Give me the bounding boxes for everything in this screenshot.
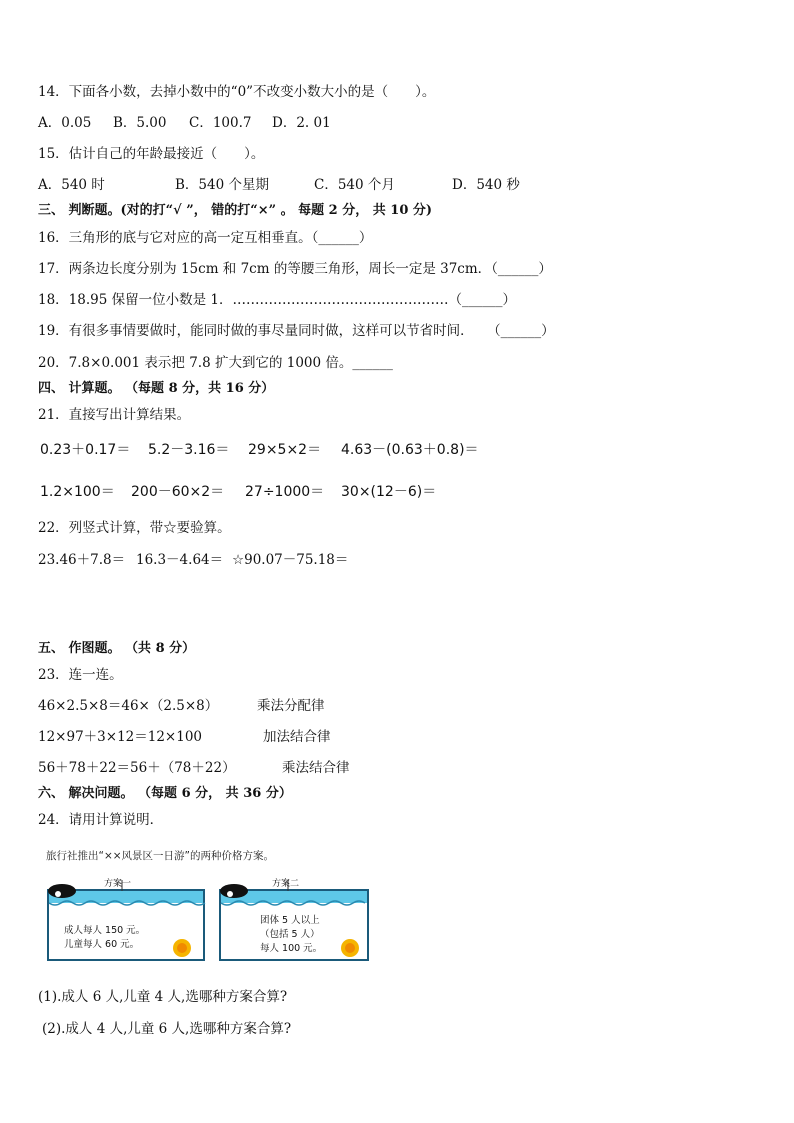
q23-left-2: 12×97＋3×12＝12×100 bbox=[38, 729, 203, 745]
pricing-plans-figure bbox=[36, 846, 372, 968]
question-17: 17．两条边长度分别为 15cm 和 7cm 的等腰三角形，周长一定是 37cm．（______） bbox=[38, 261, 552, 277]
q22-item-2: 16.3－4.64＝ bbox=[136, 552, 224, 568]
q15-option-c: C．540 个月 bbox=[314, 177, 395, 193]
plan-2-card bbox=[216, 876, 372, 964]
q21-expr-1: 0.23＋0.17＝ bbox=[40, 442, 131, 458]
q21-expr-4: 4.63－(0.63＋0.8)＝ bbox=[341, 442, 479, 458]
figure-caption: 旅行社推出“××风景区一日游”的两种价格方案。 bbox=[46, 850, 274, 862]
q23-right-2: 加法结合律 bbox=[263, 729, 331, 745]
question-22: 22．列竖式计算，带☆要验算。 bbox=[38, 520, 231, 536]
q22-item-3: ☆90.07－75.18＝ bbox=[232, 552, 349, 568]
q21-expr-2: 5.2－3.16＝ bbox=[148, 442, 230, 458]
question-15: 15．估计自己的年龄最接近（ ）。 bbox=[38, 146, 265, 162]
question-19: 19．有很多事情要做时，能同时做的事尽量同时做，这样可以节省时间． （______） bbox=[38, 323, 555, 339]
q14-option-d: D．2. 01 bbox=[272, 115, 331, 131]
whistle-icon bbox=[48, 884, 76, 898]
q14-option-b: B．5.00 bbox=[113, 115, 167, 131]
section-5-heading: 五、 作图题。 （共 8 分） bbox=[38, 641, 196, 656]
plan-2-line-3: 每人 100 元。 bbox=[260, 943, 323, 954]
plan-1-board bbox=[44, 876, 206, 964]
plan-1-line-2: 儿童每人 60 元。 bbox=[64, 939, 140, 950]
q24-sub-1: (1).成人 6 人,儿童 4 人,选哪种方案合算? bbox=[38, 989, 288, 1005]
plan-1-line-1: 成人每人 150 元。 bbox=[64, 925, 146, 936]
q23-left-3: 56＋78＋22＝56＋（78＋22） bbox=[38, 760, 236, 776]
q15-option-a: A．540 时 bbox=[38, 177, 105, 193]
section-4-heading: 四、 计算题。 （每题 8 分，共 16 分） bbox=[38, 381, 275, 396]
q15-option-b: B．540 个星期 bbox=[175, 177, 269, 193]
q21-expr-5: 1.2×100＝ bbox=[40, 484, 115, 500]
q23-right-1: 乘法分配律 bbox=[257, 698, 325, 714]
question-21: 21．直接写出计算结果。 bbox=[38, 407, 191, 423]
q14-option-a: A．0.05 bbox=[38, 115, 92, 131]
question-20: 20．7.8×0.001 表示把 7.8 扩大到它的 1000 倍。______ bbox=[38, 355, 393, 371]
q21-expr-3: 29×5×2＝ bbox=[248, 442, 322, 458]
q14-option-c: C．100.7 bbox=[189, 115, 252, 131]
q21-expr-7: 27÷1000＝ bbox=[245, 484, 325, 500]
section-6-heading: 六、 解决问题。 （每题 6 分， 共 36 分） bbox=[38, 786, 292, 801]
q15-option-d: D．540 秒 bbox=[452, 177, 520, 193]
plan-1-title: 方案一 bbox=[104, 879, 132, 889]
question-23: 23．连一连。 bbox=[38, 667, 123, 683]
q21-expr-6: 200－60×2＝ bbox=[131, 484, 225, 500]
q22-item-1: 23.46＋7.8＝ bbox=[38, 552, 126, 568]
question-18: 18．18.95 保留一位小数是 1．…………………………………………（______） bbox=[38, 292, 516, 308]
q23-left-1: 46×2.5×8＝46×（2.5×8） bbox=[38, 698, 219, 714]
whistle-icon bbox=[220, 884, 248, 898]
plan-2-title: 方案二 bbox=[272, 879, 300, 889]
question-14: 14．下面各小数，去掉小数中的“0”不改变小数大小的是（ ）。 bbox=[38, 84, 436, 100]
plan-2-line-1: 团体 5 人以上 bbox=[260, 915, 320, 926]
section-3-heading: 三、 判断题。(对的打“√ ”， 错的打“×” 。 每题 2 分， 共 10 分) bbox=[38, 203, 433, 218]
question-16: 16．三角形的底与它对应的高一定互相垂直。（______） bbox=[38, 230, 373, 246]
question-24: 24．请用计算说明． bbox=[38, 812, 164, 828]
plan-1-card bbox=[44, 876, 206, 964]
q23-right-3: 乘法结合律 bbox=[282, 760, 350, 776]
q24-sub-2: (2).成人 4 人,儿童 6 人,选哪种方案合算? bbox=[42, 1021, 292, 1037]
plan-2-line-2: （包括 5 人） bbox=[260, 929, 320, 940]
q21-expr-8: 30×(12－6)＝ bbox=[341, 484, 437, 500]
